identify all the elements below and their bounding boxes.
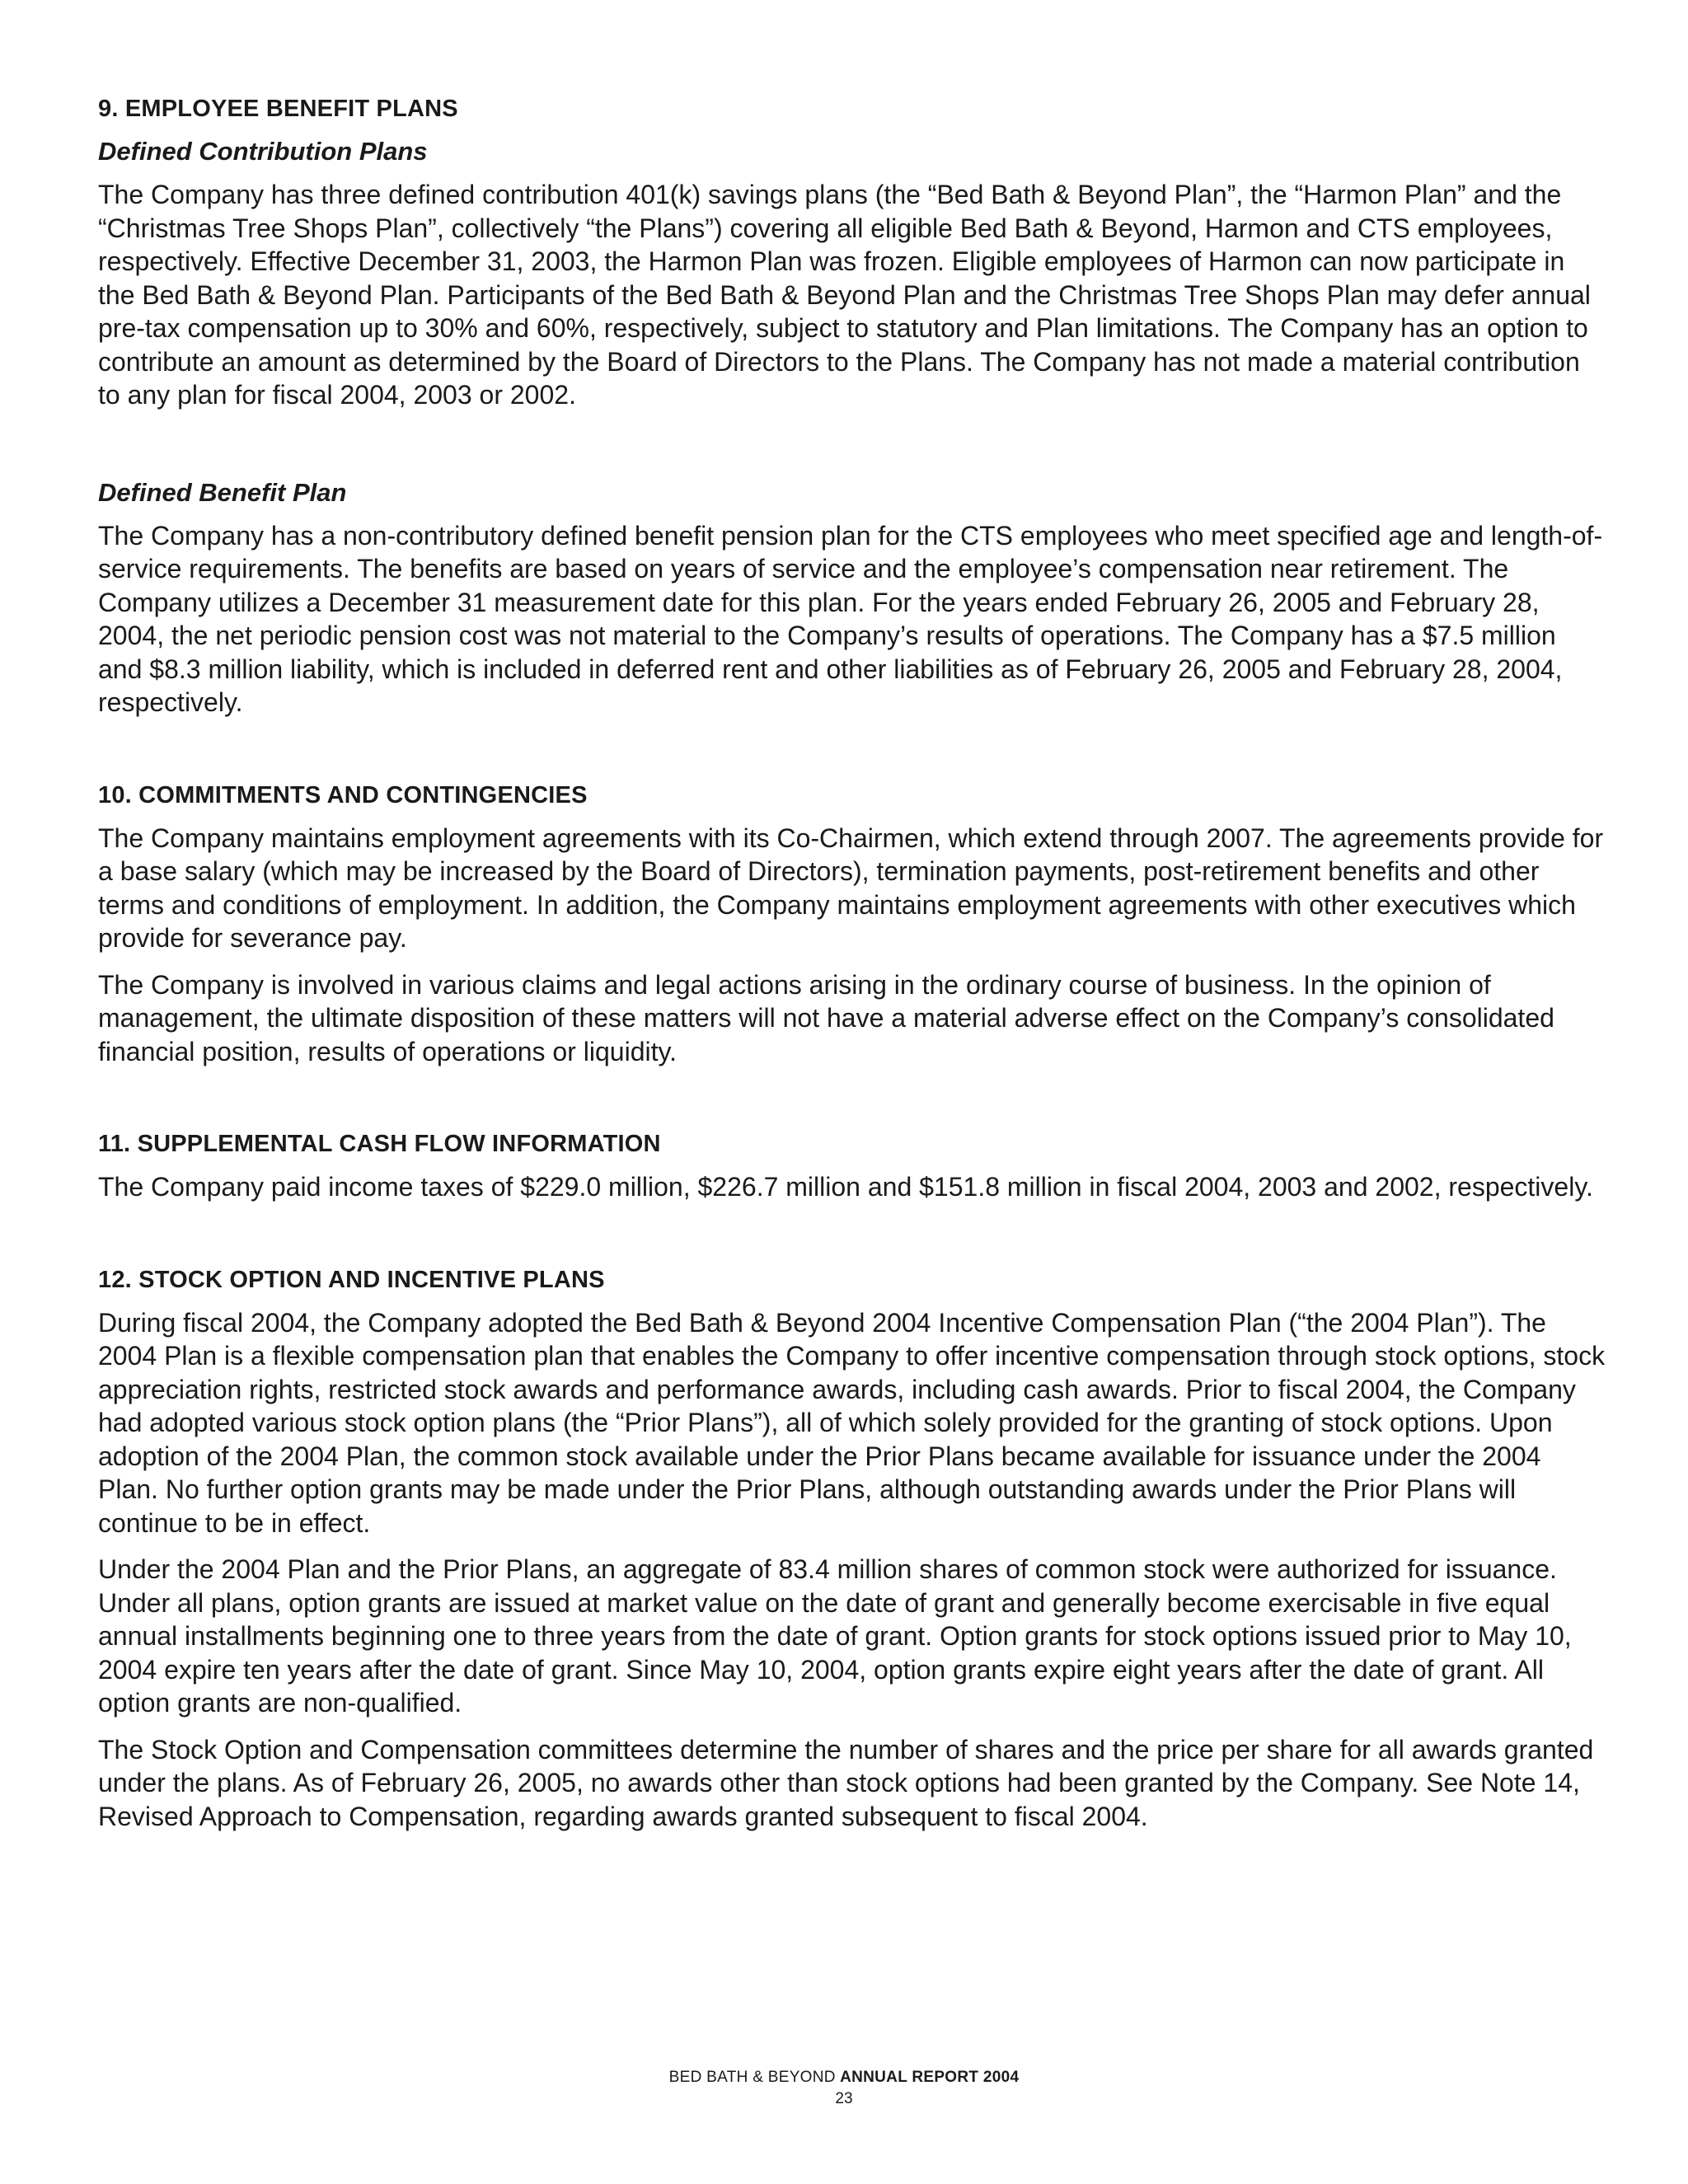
section-supplemental-cash-flow: [98, 1127, 1606, 1204]
section-heading: 11. SUPPLEMENTAL CASH FLOW INFORMATION: [98, 1131, 661, 1157]
page-number: 23: [835, 2090, 853, 2107]
paragraph: The Stock Option and Compensation committees determine the number of shares and the price per share for all awards granted under the plans. As of February 26, 2005, no awards other than stock options had been granted by the Company. See Note 14, Revised Approach to Compensation, regarding awards granted subsequent to fiscal 2004.: [98, 1734, 1594, 1831]
section-heading: 12. STOCK OPTION AND INCENTIVE PLANS: [98, 1266, 605, 1293]
footer-title: [0, 2067, 1688, 2088]
paragraph: The Company is involved in various claims and legal actions arising in the ordinary course of business. In the opinion of management, the ultimate disposition of these matters will not have a material adverse effect on the Company’s consolidated financial position, results of operations or liquidity.: [98, 969, 1554, 1066]
section-stock-option-plans: [98, 1263, 1606, 1834]
paragraph: The Company maintains employment agreements with its Co-Chairmen, which extend through 2007. The agreements provide for a base salary (which may be increased by the Board of Directors), termination payments, post-retirement benefits and other terms and conditions of employment. In addition, the Company maintains employment agreements with other executives which provide for severance pay.: [98, 823, 1604, 953]
footer-report-title: ANNUAL REPORT 2004: [840, 2069, 1020, 2086]
paragraph: The Company has a non-contributory defined benefit pension plan for the CTS employees who meet specified age and length-of-service requirements. The benefits are based on years of service and the employee’s compensation near retirement. The Company utilizes a December 31 measurement date for this plan. For the years ended February 26, 2005 and February 28, 2004, the net periodic pension cost was not material to the Company’s results of operations. The Company has a $7.5 million and $8.3 million liability, which is included in deferred rent and other liabilities as of February 26, 2005 and February 28, 2004, respectively.: [98, 520, 1603, 717]
paragraph: During fiscal 2004, the Company adopted the Bed Bath & Beyond 2004 Incentive Compensation Plan (“the 2004 Plan”). The 2004 Plan is a flexible compensation plan that enables the Company to offer incentive compensation through stock options, stock appreciation rights, restricted stock awards and performance awards, including cash awards. Prior to fiscal 2004, the Company had adopted various stock option plans (the “Prior Plans”), all of which solely provided for the granting of stock options. Upon adoption of the 2004 Plan, the common stock available under the Prior Plans became available for issuance under the 2004 Plan. No further option grants may be made under the Prior Plans, although outstanding awards under the Prior Plans will continue to be in effect.: [98, 1307, 1606, 1538]
paragraph: The Company has three defined contribution 401(k) savings plans (the “Bed Bath & Beyond Plan”, the “Harmon Plan” and the “Christmas Tree Shops Plan”, collectively “the Plans”) covering all eligible Bed Bath & Beyond, Harmon and CTS employees, respectively. Effective December 31, 2003, the Harmon Plan was frozen. Eligible employees of Harmon can now participate in the Bed Bath & Beyond Plan. Participants of the Bed Bath & Beyond Plan and the Christmas Tree Shops Plan may defer annual pre-tax compensation up to 30% and 60%, respectively, subject to statutory and Plan limitations. The Company has an option to contribute an amount as determined by the Board of Directors to the Plans. The Company has not made a material contribution to any plan for fiscal 2004, 2003 or 2002.: [98, 180, 1591, 410]
section-heading: 10. COMMITMENTS AND CONTINGENCIES: [98, 781, 588, 808]
section-employee-benefit-plans: [98, 92, 1606, 719]
section-heading: 9. EMPLOYEE BENEFIT PLANS: [98, 96, 458, 122]
footer-brand: BED BATH & BEYOND: [668, 2069, 836, 2086]
sub-heading-defined-contribution: Defined Contribution Plans: [98, 137, 428, 166]
section-commitments-contingencies: [98, 779, 1606, 1069]
paragraph: Under the 2004 Plan and the Prior Plans, an aggregate of 83.4 million shares of common stock were authorized for issuance. Under all plans, option grants are issued at market value on the date of grant and generally become exercisable in five equal annual installments beginning one to three years from the date of grant. Option grants for stock options issued prior to May 10, 2004 expire ten years after the date of grant. Since May 10, 2004, option grants expire eight years after the date of grant. All option grants are non-qualified.: [98, 1554, 1572, 1718]
page-footer: [0, 2067, 1688, 2110]
report-body: [98, 92, 1606, 1846]
paragraph: The Company paid income taxes of $229.0 million, $226.7 million and $151.8 million in fiscal 2004, 2003 and 2002, respectively.: [98, 1172, 1593, 1202]
sub-heading-defined-benefit: Defined Benefit Plan: [98, 477, 347, 507]
